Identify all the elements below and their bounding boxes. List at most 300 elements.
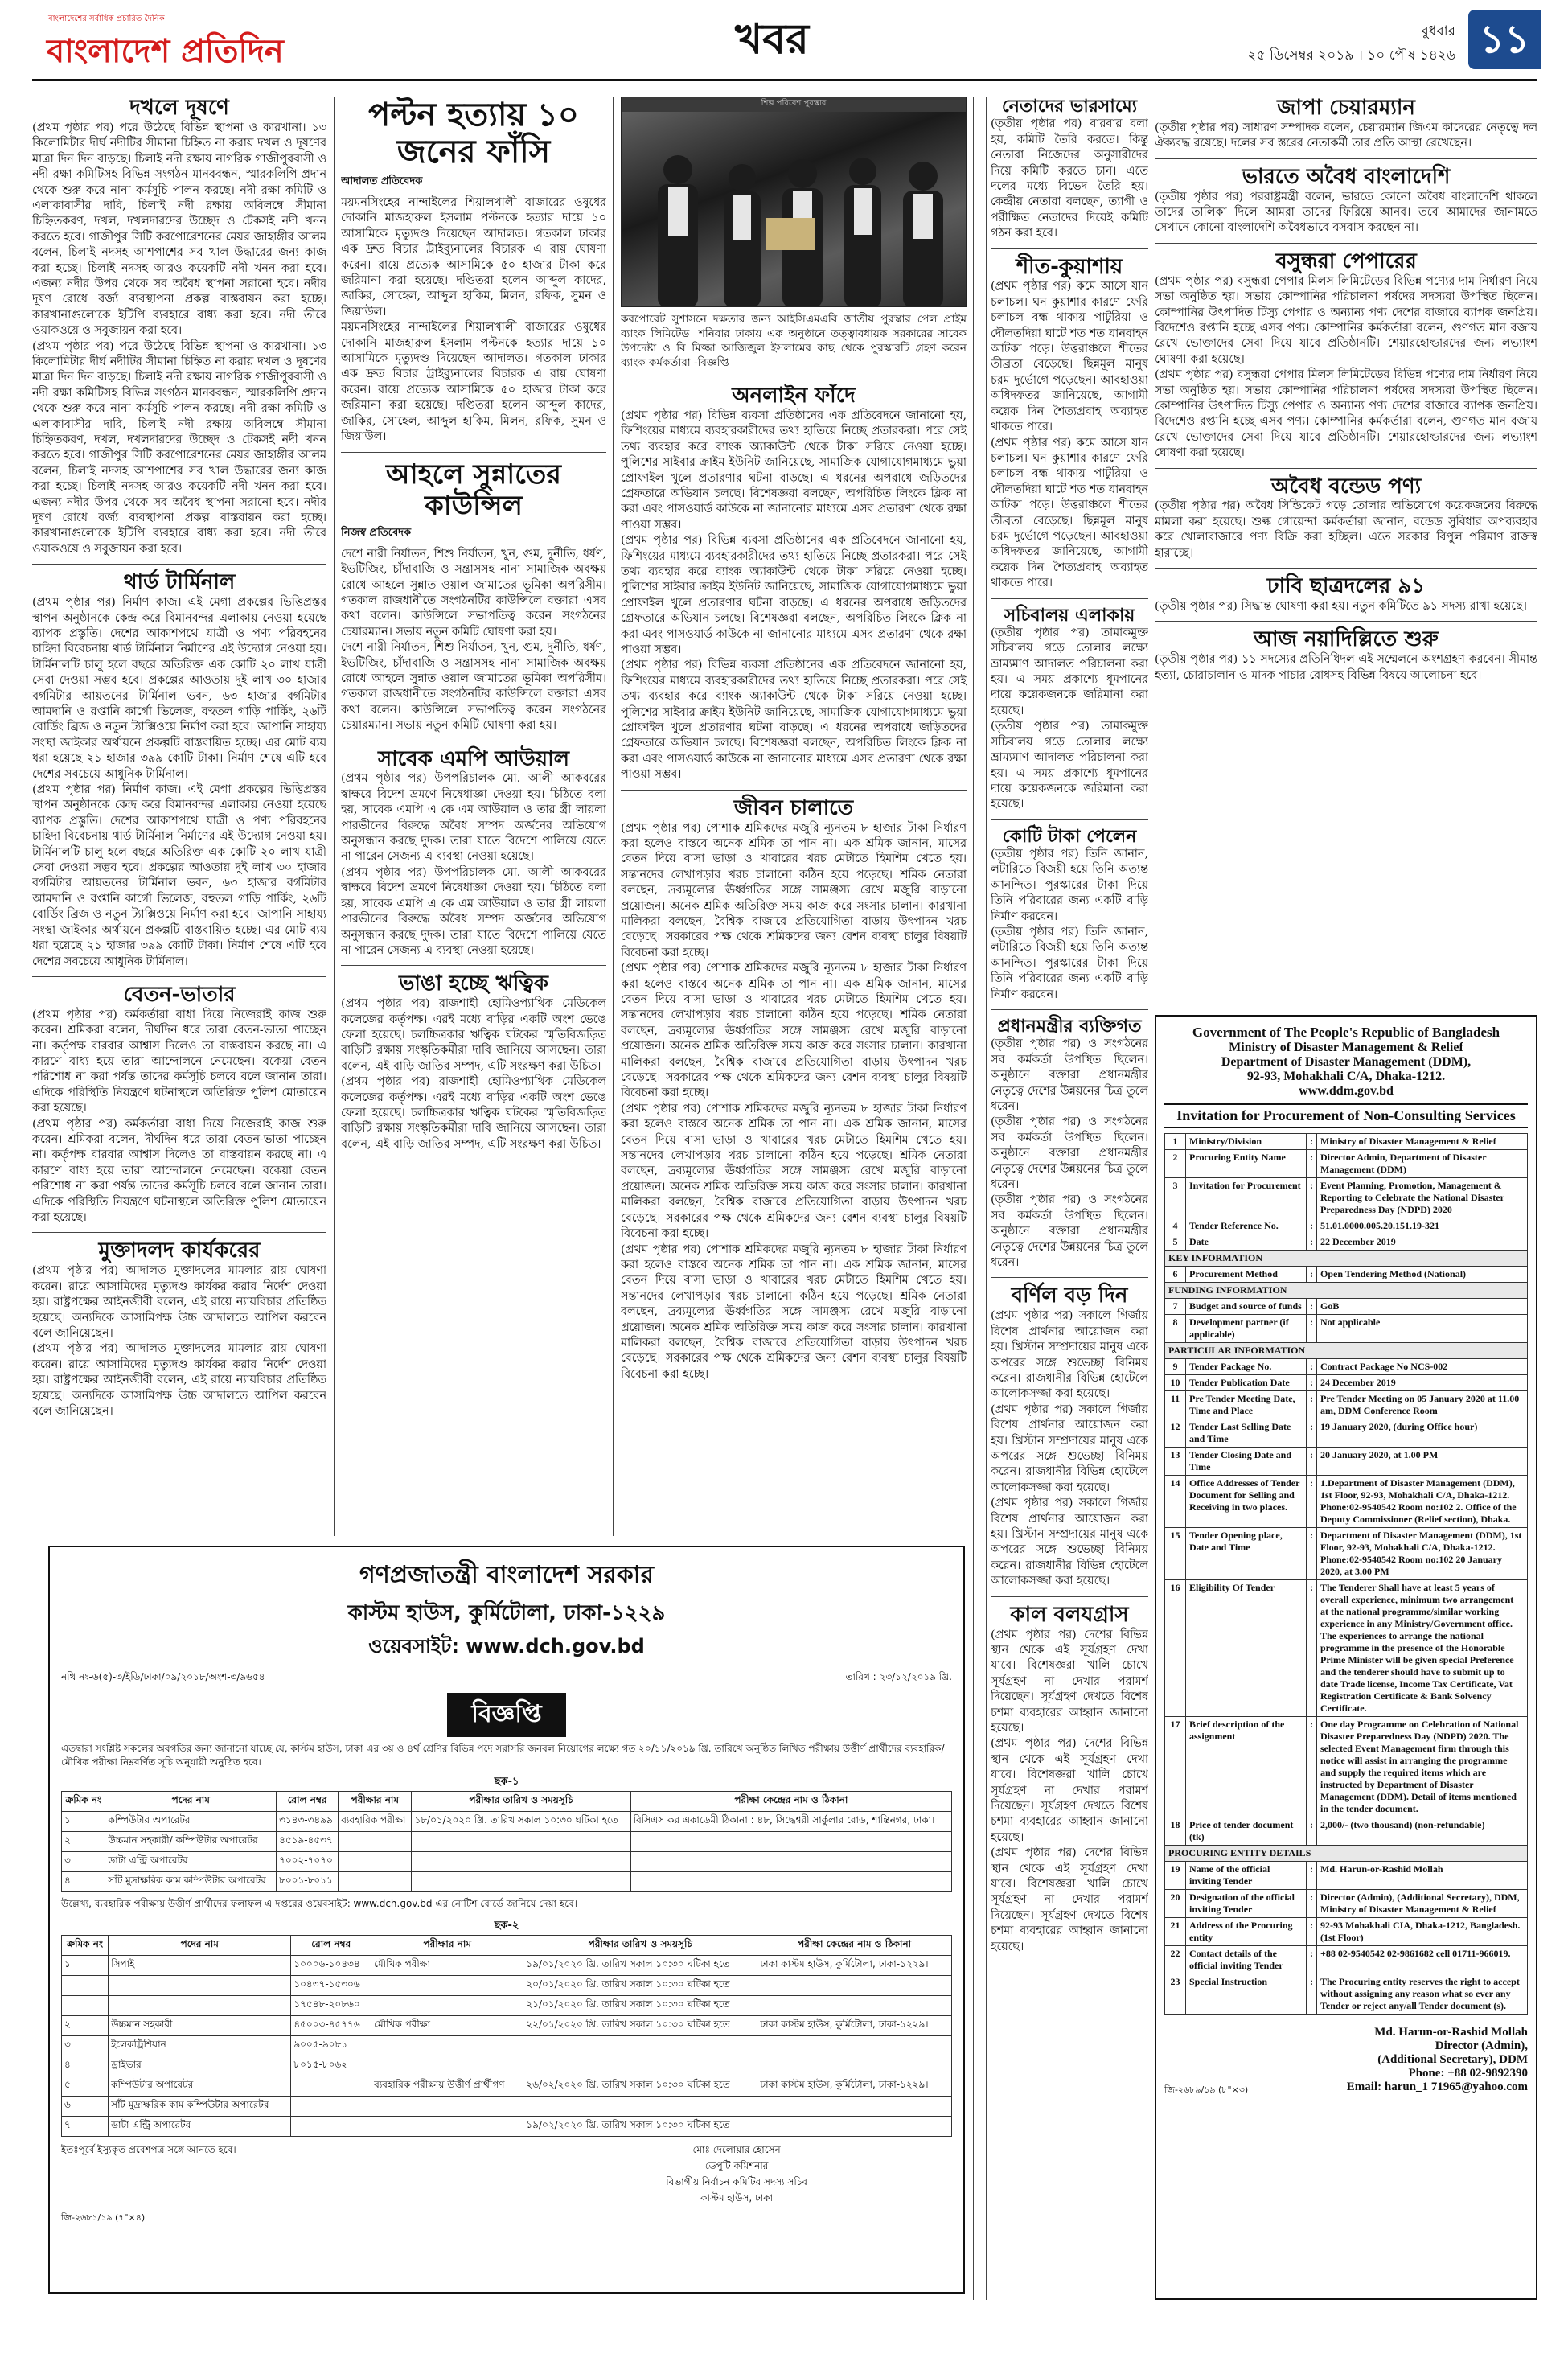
tender-cell: : [1307, 1918, 1317, 1946]
headline[interactable]: আজ নয়াদিল্লিতে শুরু [1254, 627, 1439, 652]
headline[interactable]: ভাঙা হচ্ছে ঋত্বিক [399, 971, 548, 996]
tender-cell: : [1307, 1299, 1317, 1315]
table-cell [757, 1976, 952, 1996]
tender-cell: Md. Harun-or-Rashid Mollah [1317, 1862, 1528, 1890]
tender-cell: : [1307, 1375, 1317, 1391]
headline[interactable]: থার্ড টার্মিনাল [123, 570, 236, 595]
column-divider [986, 97, 987, 2300]
tender-cell: Pre Tender Meeting Date, Time and Place [1186, 1391, 1307, 1419]
table-cell: উচ্চমান সহকারী [109, 2016, 291, 2036]
tender-cell: The Procuring entity reserves the right to accept without assigning any reason what so ever any Tender or reject any/all Tender document (s). [1317, 1974, 1528, 2015]
photo-caption-box [621, 312, 967, 376]
article-body: ময়মনসিংহের নান্দাইলের শিয়ালখালী বাজারের ওষুধের দোকানি মাজহারুল ইসলাম পল্টনকে হত্যার দায়ে ১০ আসামিকে মৃত্যুদণ্ড দিয়েছেন আদালত। গতকাল ঢাকার এক দ্রুত বিচার ট্রাইব্যুনালের বিচারক এ রায় ঘোষণা করেন। রায়ে প্রত্যেক আসামিকে ৫০ হাজার টাকা করে জরিমানা করা হয়েছে। দণ্ডিতরা হলেন আব্দুল কাদের, জাকির, সোহেল, আব্দুল হাকিম, মিলন, রফিক, সুমন ও জিয়াউল। [341, 196, 606, 318]
tender-cell: : [1307, 1419, 1317, 1448]
tender-cell: 1.Department of Disaster Management (DDM), 1st Floor, 92-93, Mohakhali C/A, Dhaka-1212. Phone:02-9540542 Room no:102 2. Office of the Deputy Commissioner (Relief section), Dhaka. [1317, 1476, 1528, 1528]
people-silhouettes-icon [622, 97, 967, 307]
table-header-cell: রোল নম্বর [277, 1792, 339, 1812]
tender-row [1165, 1391, 1528, 1419]
tender-cell: Tender Package No. [1186, 1359, 1307, 1375]
table-header-cell: পরীক্ষা কেন্দ্রের নাম ও ঠিকানা [757, 1936, 952, 1956]
table-header-cell: ক্রমিক নং [62, 1792, 105, 1812]
table-cell: ১৯/০২/২০২০ খ্রি. তারিখ সকাল ১০:৩০ ঘটিকা হতে [523, 2117, 757, 2137]
table-cell: ৭০০২-৭০৭০ [277, 1852, 339, 1872]
article-body: (প্রথম পৃষ্ঠার পর) কর্মকর্তারা বাধা দিয়ে নিজেরাই কাজ শুরু করেন। শ্রমিকরা বলেন, দীর্ঘদিন ধরে তারা বেতন-ভাতা পাচ্ছেন না। কর্তৃপক্ষ বারবার আশ্বাস দিলেও তা বাস্তবায়ন করছে না। এ কারণে বাধ্য হয়ে তারা আন্দোলনে নেমেছেন। বকেয়া বেতন পরিশোধ না করা পর্যন্ত তাদের কর্মসূচি চলবে বলে জানান তারা। এদিকে পরিস্থিতি নিয়ন্ত্রণে ঘটনাস্থলে অতিরিক্ত পুলিশ মোতায়েন করা হয়েছে। [32, 1008, 326, 1115]
table-cell [339, 1852, 412, 1872]
table-row [62, 1832, 952, 1852]
article-body: (প্রথম পৃষ্ঠার পর) সকালে গির্জায় বিশেষ প্রার্থনার আয়োজন করা হয়। খ্রিস্টান সম্প্রদায়ের মানুষ একে অপরের সঙ্গে শুভেচ্ছা বিনিময় করেন। রাজধানীর বিভিন্ন হোটেলে আলোকসজ্জা করা হয়েছে। [991, 1403, 1148, 1494]
article-body: দেশে নারী নির্যাতন, শিশু নির্যাতন, খুন, গুম, দুর্নীতি, ধর্ষণ, ইভটিজিং, চাঁদাবাজি ও সন্ত্রাসসহ নানা সামাজিক অবক্ষয় রোধে আহলে সুন্নাত ওয়াল জামাতের ভূমিকা অপরিসীম। গতকাল রাজধানীতে সংগঠনটির কাউন্সিলে বক্তারা এসব কথা বলেন। কাউন্সিলে সভাপতিত্ব করেন সংগঠনের চেয়ারম্যান। সভায় নতুন কমিটি ঘোষণা করা হয়। [341, 641, 606, 733]
table-cell: ১৯/০১/২০২০ খ্রি. তারিখ সকাল ১০:৩০ ঘটিকা হতে [523, 1956, 757, 1976]
table-cell [62, 1976, 109, 1996]
table-header-cell: পরীক্ষার নাম [371, 1936, 523, 1956]
headline[interactable]: নেতাদের ভারসাম্যে [1001, 97, 1138, 117]
tender-cell: 22 December 2019 [1317, 1234, 1528, 1251]
tender-website[interactable]: www.ddm.gov.bd [1299, 1084, 1394, 1098]
table-cell: ১০৪৩৭-১৫৩০৬ [291, 1976, 371, 1996]
table-cell: ৫ [62, 2076, 109, 2097]
tender-cell: GoB [1317, 1299, 1528, 1315]
tender-row [1165, 1918, 1528, 1946]
ad-date: তারিখ : ২৩/১২/২০১৯ খ্রি. [845, 1671, 952, 1682]
tender-sign-name: Md. Harun-or-Rashid Mollah [1374, 2026, 1528, 2039]
masthead-logo[interactable] [47, 11, 336, 68]
tender-cell: 17 [1165, 1717, 1186, 1817]
table-cell [371, 2056, 523, 2076]
table-cell [371, 1996, 523, 2016]
table-cell: ১৭৫৪৮-২০৮৬০ [291, 1996, 371, 2016]
headline[interactable]: শীত-কুয়াশায় [1016, 254, 1123, 279]
table-cell [523, 2097, 757, 2117]
table-cell: ২ [62, 2016, 109, 2036]
tender-cell: : [1307, 1528, 1317, 1580]
article-body: (তৃতীয় পৃষ্ঠার পর) ও সংগঠনের সব কর্মকর্তা উপস্থিত ছিলেন। অনুষ্ঠানে বক্তারা প্রধানমন্ত্রীর নেতৃত্বে দেশের উন্নয়নের চিত্র তুলে ধরেন। [991, 1037, 1148, 1114]
article-body: (প্রথম পৃষ্ঠার পর) রাজশাহী হোমিওপ্যাথিক মেডিকেল কলেজের কর্তৃপক্ষ। এরই মধ্যে বাড়ির একটি অংশ ভেঙে ফেলা হয়েছে। চলচ্চিত্রকার ঋত্বিক ঘটকের স্মৃতিবিজড়িত বাড়িটি রক্ষায় সংস্কৃতিকর্মীরা দাবি জানিয়ে আসছেন। তারা বলেন, এই বাড়ি জাতির সম্পদ, এটি সংরক্ষণ করা উচিত। [341, 997, 606, 1073]
article-body: (প্রথম পৃষ্ঠার পর) পরে উঠেছে বিভিন্ন স্থাপনা ও কারখানা। ১৩ কিলোমিটার দীর্ঘ নদীটির সীমানা চিহ্নিত না করায় দখল ও দূষণের মাত্রা দিন দিন বাড়ছে। চিলাই নদী রক্ষায় নাগরিক গাজীপুরবাসী ও নদী রক্ষা কমিটিসহ বিভিন্ন সংগঠন মানববন্ধন, স্মারকলিপি প্রদান থেকে শুরু করে নানা কর্মসূচি পালন করছে। নদী রক্ষা কমিটি ও এলাকাবাসীর দাবি, চিলাই নদী রক্ষায় অবিলম্বে সীমানা চিহ্নিতকরণ, দখল, দখলদারদের উচ্ছেদ ও টেকসই নদী খনন করতে হবে। গাজীপুর সিটি করপোরেশনের মেয়র জাহাঙ্গীর আলম বলেন, চিলাই নদসহ আশপাশের সব খাল উদ্ধারের জন্য কাজ করা হচ্ছে। চিলাই নদসহ আরও কয়েকটি নদী খনন করা হবে। এজন্য নদীর উপর থেকে সব অবৈধ স্থাপনা সরানো হবে। নদীর দূষণ রোধে বর্জ্য ব্যবস্থাপনা প্রকল্প বাস্তবায়ন করা হচ্ছে। কারখানাগুলোকে ইটিপি ব্যবহারে বাধ্য করা হবে। নদী তীরে ওয়াকওয়ে ও সবুজায়ন করা হবে। [32, 121, 326, 338]
table-header-cell: ক্রমিক নং [62, 1936, 109, 1956]
ad-table-2-label: ছক-২ [494, 1920, 519, 1932]
table-cell: ৩১৪৩-৩৪৯৯ [277, 1812, 339, 1832]
table-cell [412, 1832, 630, 1852]
tender-cell: : [1307, 1476, 1317, 1528]
divider [1155, 243, 1537, 244]
table-row [62, 2076, 952, 2097]
tender-cell: : [1307, 1218, 1317, 1234]
headline[interactable]: ভারতে অবৈধ বাংলাদেশি [1242, 164, 1451, 189]
headline[interactable]: মুক্তাদলদ কার্যকরের [98, 1238, 261, 1263]
table-cell [757, 2117, 952, 2137]
table-cell: ঢাকা কাস্টম হাউস, কুর্মিটোলা, ঢাকা-১২২৯। [757, 2016, 952, 2036]
headline[interactable]: দখলে দূষণে [129, 97, 229, 120]
table-header-cell: রোল নম্বর [291, 1936, 371, 1956]
tender-cell: 4 [1165, 1218, 1186, 1234]
tender-cell: +88 02-9540542 02-9861682 cell 01711-966019. [1317, 1946, 1528, 1974]
tender-row [1165, 1946, 1528, 1974]
tender-cell: 24 December 2019 [1317, 1375, 1528, 1391]
column-divider [973, 97, 974, 2300]
tender-row [1165, 1178, 1528, 1218]
tender-row [1165, 1717, 1528, 1817]
tender-cell: Development partner (if applicable) [1186, 1315, 1307, 1343]
divider [991, 598, 1148, 599]
issue-day: বুধবার [1421, 23, 1455, 39]
tender-notice-ad [1155, 1015, 1537, 2300]
table-cell [412, 1872, 630, 1892]
tender-cell: 19 [1165, 1862, 1186, 1890]
table-header-cell: পদের নাম [109, 1936, 291, 1956]
table-cell: ২১/০১/২০২০ খ্রি. তারিখ সকাল ১০:৩০ ঘটিকা হতে [523, 1996, 757, 2016]
table-cell: ২৬/০২/২০২০ খ্রি. তারিখ সকাল ১০:৩০ ঘটিকা হতে [523, 2076, 757, 2097]
table-cell: ব্যবহারিক পরীক্ষায় উত্তীর্ণ প্রার্থীগণ [371, 2076, 523, 2097]
table-cell [630, 1872, 951, 1892]
tender-cell: Tender Closing Date and Time [1186, 1448, 1307, 1476]
tender-cell: 20 January 2020, at 1.00 PM [1317, 1448, 1528, 1476]
tender-cell: : [1307, 1974, 1317, 2015]
header-rule [32, 79, 1537, 81]
headline[interactable]: পল্টন হত্যায় ১০ জনের ফাঁসি [368, 97, 579, 170]
divider [991, 819, 1148, 820]
table-cell: ড্রাইভার [109, 2056, 291, 2076]
tender-row [1165, 1315, 1528, 1343]
divider [991, 1277, 1148, 1278]
tender-cell: 51.01.0000.005.20.151.19-321 [1317, 1218, 1528, 1234]
column-5 [1155, 97, 1537, 1012]
tender-cell: Date [1186, 1234, 1307, 1251]
tender-cell: Price of tender document (tk) [1186, 1817, 1307, 1846]
tender-sign-email[interactable]: Email: harun_1 71965@yahoo.com [1346, 2080, 1528, 2093]
signatory-title: ডেপুটি কমিশনার [704, 2160, 769, 2171]
tender-cell: Ministry of Disaster Management & Relief [1317, 1134, 1528, 1150]
table-cell: ইলেকট্রিশিয়ান [109, 2036, 291, 2056]
divider [1155, 468, 1537, 469]
tender-row [1165, 1528, 1528, 1580]
tender-cell: 20 [1165, 1890, 1186, 1918]
article-body: (প্রথম পৃষ্ঠার পর) আদালত মুক্তাদলের মামলার রায় ঘোষণা করেন। রায়ে আসামিদের মৃত্যুদণ্ড কার্যকর করার নির্দেশ দেওয়া হয়। রাষ্ট্রপক্ষের আইনজীবী বলেন, এই রায়ে ন্যায়বিচার প্রতিষ্ঠিত হয়েছে। অন্যদিকে আসামিপক্ষ উচ্চ আদালতে আপিল করবেন বলে জানিয়েছেন। [32, 1264, 326, 1340]
article-body: (প্রথম পৃষ্ঠার পর) রাজশাহী হোমিওপ্যাথিক মেডিকেল কলেজের কর্তৃপক্ষ। এরই মধ্যে বাড়ির একটি অংশ ভেঙে ফেলা হয়েছে। চলচ্চিত্রকার ঋত্বিক ঘটকের স্মৃতিবিজড়িত বাড়িটি রক্ষায় সংস্কৃতিকর্মীরা দাবি জানিয়ে আসছেন। তারা বলেন, এই বাড়ি জাতির সম্পদ, এটি সংরক্ষণ করা উচিত। [341, 1075, 606, 1151]
table-cell: ১ [62, 1812, 105, 1832]
logo-tagline: বাংলাদেশের সর্বাধিক প্রচারিত দৈনিক [48, 14, 165, 23]
table-cell: ৪ [62, 2056, 109, 2076]
table-cell [371, 2097, 523, 2117]
column-2 [341, 97, 606, 1536]
article-body: (প্রথম পৃষ্ঠার পর) উপপরিচালক মো. আলী আকবরের স্বাক্ষরে বিদেশ ভ্রমণে নিষেধাজ্ঞা দেওয়া হয়। চিঠিতে বলা হয়, সাবেক এমপি এ কে এম আউয়াল ও তার স্ত্রী লায়লা পারভীনের বিরুদ্ধে অবৈধ সম্পদ অর্জনের অভিযোগ অনুসন্ধান করছে দুদক। তারা যাতে বিদেশে পালিয়ে যেতে না পারেন সেজন্য এ ব্যবস্থা নেওয়া হয়েছে। [341, 772, 606, 864]
table-cell: ১ [62, 1956, 109, 1976]
tender-row [1165, 1134, 1528, 1150]
article-body: (প্রথম পৃষ্ঠার পর) নির্মাণ কাজ। এই মেগা প্রকল্পের ভিত্তিপ্রস্তর স্থাপন অনুষ্ঠানকে কেন্দ্র করে বিমানবন্দর এলাকায় নেওয়া হয়েছে ব্যাপক প্রস্তুতি। দেশের আকাশপথে যাত্রী ও পণ্য পরিবহনের চাহিদা বিবেচনায় থার্ড টার্মিনাল নির্মাণের এই উদ্যোগ নেওয়া হয়। টার্মিনালটি চালু হলে বছরে অতিরিক্ত এক কোটি ২০ লাখ যাত্রী সেবা দেওয়া সম্ভব হবে। প্রকল্পের আওতায় দুই লাখ ৩০ হাজার বর্গমিটার আয়তনের টার্মিনাল ভবন, ৬৩ হাজার বর্গমিটার আমদানি ও রপ্তানি কার্গো ভিলেজ, বহুতল গাড়ি পার্কিং, ২৬টি বোর্ডিং ব্রিজ ও নতুন ট্যাক্সিওয়ে নির্মাণ করা হবে। জাপানি সাহায্য সংস্থা জাইকার অর্থায়নে প্রকল্পটি বাস্তবায়িত হচ্ছে। এর মোট ব্যয় ধরা হয়েছে ২১ হাজার ৩৯৯ কোটি টাকা। নির্মাণ শেষে এটি হবে দেশের সবচেয়ে আধুনিক টার্মিনাল। [32, 596, 326, 781]
column-4 [991, 97, 1148, 2300]
table-cell: উচ্চমান সহকারী/ কম্পিউটার অপারেটর [105, 1832, 277, 1852]
table-cell [371, 2036, 523, 2056]
article-body: (তৃতীয় পৃষ্ঠার পর) তিনি জানান, লটারিতে বিজয়ী হয়ে তিনি অত্যন্ত আনন্দিত। পুরস্কারের টাকা দিয়ে তিনি পরিবারের জন্য একটি বাড়ি নির্মাণ করবেন। [991, 926, 1148, 1001]
article-body: ময়মনসিংহের নান্দাইলের শিয়ালখালী বাজারের ওষুধের দোকানি মাজহারুল ইসলাম পল্টনকে হত্যার দায়ে ১০ আসামিকে মৃত্যুদণ্ড দিয়েছেন আদালত। গতকাল ঢাকার এক দ্রুত বিচার ট্রাইব্যুনালের বিচারক এ রায় ঘোষণা করেন। রায়ে প্রত্যেক আসামিকে ৫০ হাজার টাকা করে জরিমানা করা হয়েছে। দণ্ডিতরা হলেন আব্দুল কাদের, জাকির, সোহেল, আব্দুল হাকিম, মিলন, রফিক, সুমন ও জিয়াউল। [341, 321, 606, 444]
tender-cell: : [1307, 1717, 1317, 1817]
ad-table-1 [61, 1791, 952, 1892]
table-row [62, 2036, 952, 2056]
table-cell [109, 1996, 291, 2016]
table-cell [630, 1832, 951, 1852]
tender-cell: Budget and source of funds [1186, 1299, 1307, 1315]
table-header-cell: পদের নাম [105, 1792, 277, 1812]
tender-cell: Designation of the official inviting Tender [1186, 1890, 1307, 1918]
tender-cell: 18 [1165, 1817, 1186, 1846]
table-cell: ২০/০১/২০২০ খ্রি. তারিখ সকাল ১০:৩০ ঘটিকা হতে [523, 1976, 757, 1996]
table-cell [371, 1976, 523, 1996]
article-body: (প্রথম পৃষ্ঠার পর) দেশের বিভিন্ন স্থান থেকে এই সূর্যগ্রহণ দেখা যাবে। বিশেষজ্ঞরা খালি চোখে সূর্যগ্রহণ না দেখার পরামর্শ দিয়েছেন। সূর্যগ্রহণ দেখতে বিশেষ চশমা ব্যবহারের আহ্বান জানানো হয়েছে। [991, 1737, 1148, 1844]
article-body: (প্রথম পৃষ্ঠার পর) বিভিন্ন ব্যবসা প্রতিষ্ঠানের এক প্রতিবেদনে জানানো হয়, ফিশিংয়ের মাধ্যমে ব্যবহারকারীদের তথ্য হাতিয়ে নিচ্ছে প্রতারকরা। পরে সেই তথ্য ব্যবহার করে ব্যাংক অ্যাকাউন্ট থেকে টাকা সরিয়ে নেওয়া হচ্ছে। পুলিশের সাইবার ক্রাইম ইউনিট জানিয়েছে, সামাজিক যোগাযোগমাধ্যমে ভুয়া প্রোফাইল খুলে প্রতারণার ঘটনা বাড়ছে। এ ধরনের অপরাধে জড়িতদের গ্রেফতারে অভিযান চলছে। বিশেষজ্ঞরা বলছেন, অপরিচিত লিংকে ক্লিক না করা এবং পাসওয়ার্ড কাউকে না জানানোর মাধ্যমে এসব প্রতারণা থেকে রক্ষা পাওয়া সম্ভব। [621, 409, 967, 532]
article-body: (প্রথম পৃষ্ঠার পর) দেশের বিভিন্ন স্থান থেকে এই সূর্যগ্রহণ দেখা যাবে। বিশেষজ্ঞরা খালি চোখে সূর্যগ্রহণ না দেখার পরামর্শ দিয়েছেন। সূর্যগ্রহণ দেখতে বিশেষ চশমা ব্যবহারের আহ্বান জানানো হয়েছে। [991, 1846, 1148, 1953]
tender-cell: 12 [1165, 1419, 1186, 1448]
tender-cell: : [1307, 1391, 1317, 1419]
tender-cell: 6 [1165, 1267, 1186, 1283]
table-header-cell: পরীক্ষার তারিখ ও সময়সূচি [412, 1792, 630, 1812]
article-body: (প্রথম পৃষ্ঠার পর) উপপরিচালক মো. আলী আকবরের স্বাক্ষরে বিদেশ ভ্রমণে নিষেধাজ্ঞা দেওয়া হয়। চিঠিতে বলা হয়, সাবেক এমপি এ কে এম আউয়াল ও তার স্ত্রী লায়লা পারভীনের বিরুদ্ধে অবৈধ সম্পদ অর্জনের অভিযোগ অনুসন্ধান করছে দুদক। তারা যাতে বিদেশে পালিয়ে যেতে না পারেন সেজন্য এ ব্যবস্থা নেওয়া হয়েছে। [341, 865, 606, 957]
table-row [62, 2016, 952, 2036]
article-body: (প্রথম পৃষ্ঠার পর) পোশাক শ্রমিকদের মজুরি ন্যূনতম ৮ হাজার টাকা নির্ধারণ করা হলেও বাস্তবে অনেক শ্রমিক তা পান না। এক শ্রমিক জানান, মাসের বেতন দিয়ে বাসা ভাড়া ও খাবারের খরচ মেটাতে হিমশিম খেতে হয়। সন্তানদের লেখাপড়ার খরচ চালানো কঠিন হয়ে পড়েছে। শ্রমিক নেতারা বলছেন, দ্রব্যমূল্যের ঊর্ধ্বগতির সঙ্গে সামঞ্জস্য রেখে মজুরি বাড়ানো প্রয়োজন। অনেক শ্রমিক অতিরিক্ত সময় কাজ করে সংসার চালান। কারখানা মালিকরা বলছেন, বৈশ্বিক বাজারে প্রতিযোগিতা বাড়ায় উৎপাদন খরচ বেড়েছে। সরকারের পক্ষ থেকে শ্রমিকদের জন্য রেশন ব্যবস্থা চালুর বিষয়টি বিবেচনা করা হচ্ছে। [621, 1242, 967, 1381]
tender-cell: : [1307, 1267, 1317, 1283]
tender-cell: Tender Reference No. [1186, 1218, 1307, 1234]
ad-website[interactable]: ওয়েবসাইট: www.dch.gov.bd [368, 1635, 645, 1657]
tender-gov: Government of The People's Republic of Bangladesh [1192, 1025, 1500, 1040]
tender-address: 92-93, Mohakhali C/A, Dhaka-1212. [1246, 1070, 1446, 1083]
tender-cell: 5 [1165, 1234, 1186, 1251]
table-cell [291, 2097, 371, 2117]
page-number: ১১ [1468, 10, 1541, 69]
tender-cell: 22 [1165, 1946, 1186, 1974]
byline: নিজস্ব প্রতিবেদক [341, 526, 412, 539]
tender-cell: One day Programme on Celebration of National Disaster Preparedness Day (NDPD) 2020. The selected Event Management firm through this notice will assist in arranging the programme and supply the required items which are instructed by Department of Disaster Management (DDM). Detail of items mentioned in the tender document. [1317, 1717, 1528, 1817]
tender-cell: Open Tendering Method (National) [1317, 1267, 1528, 1283]
tender-cell: 2 [1165, 1150, 1186, 1178]
tender-row [1165, 1359, 1528, 1375]
tender-cell: Procuring Entity Name [1186, 1150, 1307, 1178]
tender-cell: 3 [1165, 1178, 1186, 1218]
signatory-role: বিভাগীয় নির্বাচন কমিটির সদস্য সচিব [666, 2176, 807, 2187]
table-cell [523, 2056, 757, 2076]
article-body: (তৃতীয় পৃষ্ঠার পর) বারবার বলা হয়, কমিটি তৈরি করতে। কিন্তু নেতারা নিজেদের অনুসারীদের দিয়ে কমিটি করতে চান। এতে দলের মধ্যে বিভেদ তৈরি হয়। কেন্দ্রীয় নেতারা বলছেন, ত্যাগী ও পরীক্ষিত নেতাদের দিয়েই কমিটি গঠন করা হবে। [991, 117, 1148, 240]
article-body: (প্রথম পৃষ্ঠার পর) পোশাক শ্রমিকদের মজুরি ন্যূনতম ৮ হাজার টাকা নির্ধারণ করা হলেও বাস্তবে অনেক শ্রমিক তা পান না। এক শ্রমিক জানান, মাসের বেতন দিয়ে বাসা ভাড়া ও খাবারের খরচ মেটাতে হিমশিম খেতে হয়। সন্তানদের লেখাপড়ার খরচ চালানো কঠিন হয়ে পড়েছে। শ্রমিক নেতারা বলছেন, দ্রব্যমূল্যের ঊর্ধ্বগতির সঙ্গে সামঞ্জস্য রেখে মজুরি বাড়ানো প্রয়োজন। অনেক শ্রমিক অতিরিক্ত সময় কাজ করে সংসার চালান। কারখানা মালিকরা বলছেন, বৈশ্বিক বাজারে প্রতিযোগিতা বাড়ায় উৎপাদন খরচ বেড়েছে। সরকারের পক্ষ থেকে শ্রমিকদের জন্য রেশন ব্যবস্থা চালুর বিষয়টি বিবেচনা করা হচ্ছে। [621, 962, 967, 1100]
divider [1155, 158, 1537, 159]
table-cell: ৬ [62, 2097, 109, 2117]
article-body: (তৃতীয় পৃষ্ঠার পর) তিনি জানান, লটারিতে বিজয়ী হয়ে তিনি অত্যন্ত আনন্দিত। পুরস্কারের টাকা দিয়ে তিনি পরিবারের জন্য একটি বাড়ি নির্মাণ করবেন। [991, 848, 1148, 923]
tender-cell: : [1307, 1315, 1317, 1343]
section-title [515, 6, 1029, 71]
headline[interactable]: ঢাবি ছাত্রদলের ৯১ [1266, 574, 1426, 599]
tender-cell: : [1307, 1817, 1317, 1846]
tender-section-particular: PARTICULAR INFORMATION [1165, 1343, 1528, 1359]
tender-row [1165, 1448, 1528, 1476]
table-cell [291, 2076, 371, 2097]
divider [991, 1009, 1148, 1010]
table-cell: বিসিএস কর একাডেমী ঠিকানা : ৪৮, সিদ্ধেশ্বরী সার্কুলার রোড, শান্তিনগর, ঢাকা। [630, 1812, 951, 1832]
divider [621, 790, 967, 791]
table-cell: ৮০০১-৮০১১ [277, 1872, 339, 1892]
table-cell: ২ [62, 1832, 105, 1852]
tender-cell: Event Planning, Promotion, Management & Reporting to Celebrate the National Disaster Preparedness Day (NDPD) 2020 [1317, 1178, 1528, 1218]
issue-date: ২৫ ডিসেম্বর ২০১৯ । ১০ পৌষ ১৪২৬ [1247, 47, 1455, 64]
tender-sign-rank: (Additional Secretary), DDM [1377, 2053, 1528, 2066]
headline[interactable]: সাবেক এমপি আউয়াল [377, 746, 570, 771]
byline: আদালত প্রতিবেদক [341, 175, 423, 187]
table-cell: কম্পিউটার অপারেটর [109, 2076, 291, 2097]
article-body: (প্রথম পৃষ্ঠার পর) দেশের বিভিন্ন স্থান থেকে এই সূর্যগ্রহণ দেখা যাবে। বিশেষজ্ঞরা খালি চোখে সূর্যগ্রহণ না দেখার পরামর্শ দিয়েছেন। সূর্যগ্রহণ দেখতে বিশেষ চশমা ব্যবহারের আহ্বান জানানো হয়েছে। [991, 1628, 1148, 1735]
tender-row [1165, 1299, 1528, 1315]
table-row [62, 1976, 952, 1996]
column-divider [334, 97, 335, 1536]
table-header-cell: পরীক্ষার তারিখ ও সময়সূচি [523, 1936, 757, 1956]
tender-cell: 7 [1165, 1299, 1186, 1315]
table-cell [291, 2117, 371, 2137]
tender-cell: 2,000/- (two thousand) (non-refundable) [1317, 1817, 1528, 1846]
headline[interactable]: প্রধানমন্ত্রীর ব্যক্তিগত [997, 1017, 1142, 1037]
ad-table-2 [61, 1935, 952, 2137]
table-cell: ১০০০৬-১০৪৩৪ [291, 1956, 371, 1976]
table-row [62, 1872, 952, 1892]
tender-cell: Contact details of the official inviting Tender [1186, 1946, 1307, 1974]
tender-title: Invitation for Procurement of Non-Consulting Services [1164, 1103, 1528, 1128]
table-cell [757, 1996, 952, 2016]
divider [991, 1596, 1148, 1597]
headline[interactable]: কাল বলযগ্রাস [1010, 1602, 1129, 1627]
signatory-office: কাস্টম হাউস, ঢাকা [700, 2192, 774, 2204]
headline[interactable]: অবৈধ বন্ডেড পণ্য [1270, 474, 1422, 499]
tender-cell: 92-93 Mohakhali CIA, Dhaka-1212, Bangladesh. (1st Floor) [1317, 1918, 1528, 1946]
table-cell [62, 1996, 109, 2016]
tender-cell: Eligibility Of Tender [1186, 1580, 1307, 1717]
tender-row [1165, 1234, 1528, 1251]
table-cell [371, 2117, 523, 2137]
tender-cell: 21 [1165, 1918, 1186, 1946]
tender-cell: 9 [1165, 1359, 1186, 1375]
table-cell [630, 1852, 951, 1872]
tender-cell: 19 January 2020, (during Office hour) [1317, 1419, 1528, 1448]
tender-cell: 23 [1165, 1974, 1186, 2015]
tender-cell: : [1307, 1134, 1317, 1150]
tender-cell: : [1307, 1580, 1317, 1717]
tender-cell: : [1307, 1448, 1317, 1476]
table-cell: ৪৫০০৩-৪৫৭৭৬ [291, 2016, 371, 2036]
article-body: (তৃতীয় পৃষ্ঠার পর) ও সংগঠনের সব কর্মকর্তা উপস্থিত ছিলেন। অনুষ্ঠানে বক্তারা প্রধানমন্ত্রীর নেতৃত্বে দেশের উন্নয়নের চিত্র তুলে ধরেন। [991, 1115, 1148, 1192]
tender-code: জি-২৬৮৯/১৯ (৮"×৩) [1164, 2084, 1249, 2095]
article-body: (তৃতীয় পৃষ্ঠার পর) তামাকমুক্ত সচিবালয় গড়ে তোলার লক্ষ্যে ভ্রাম্যমাণ আদালত পরিচালনা করা হয়। এ সময় প্রকাশ্যে ধূমপানের দায়ে কয়েকজনকে জরিমানা করা হয়েছে। [991, 720, 1148, 811]
table-cell: সাঁট মুদ্রাক্ষরিক কাম কম্পিউটার অপারেটর [105, 1872, 277, 1892]
tender-cell: 10 [1165, 1375, 1186, 1391]
table-row [62, 1996, 952, 2016]
headline[interactable]: বেতন-ভাতার [123, 982, 236, 1007]
tender-cell: : [1307, 1862, 1317, 1890]
table-row [62, 1956, 952, 1976]
tender-section-procuring: PROCURING ENTITY DETAILS [1165, 1846, 1528, 1862]
table-cell: ৭ [62, 2117, 109, 2137]
table-cell [757, 2056, 952, 2076]
article-body: (প্রথম পৃষ্ঠার পর) সকালে গির্জায় বিশেষ প্রার্থনার আয়োজন করা হয়। খ্রিস্টান সম্প্রদায়ের মানুষ একে অপরের সঙ্গে শুভেচ্ছা বিনিময় করেন। রাজধানীর বিভিন্ন হোটেলে আলোকসজ্জা করা হয়েছে। [991, 1497, 1148, 1588]
tender-row [1165, 1580, 1528, 1717]
table-cell: ১৮/০১/২০২০ খ্রি. তারিখ সকাল ১০:৩০ ঘটিকা হতে [412, 1812, 630, 1832]
table-cell: ঢাকা কাস্টম হাউস, কুর্মিটোলা, ঢাকা-১২২৯। [757, 2076, 952, 2097]
tender-sign-title: Director (Admin), [1435, 2039, 1528, 2052]
headline[interactable]: জীবন চালাতে [733, 795, 854, 820]
article-body: (তৃতীয় পৃষ্ঠার পর) পররাষ্ট্রমন্ত্রী বলেন, ভারতে কোনো অবৈধ বাংলাদেশি থাকলে তাদের তালিকা দিলে আমরা তাদের ফিরিয়ে আনব। তবে আমাদের জানামতে সেখানে কোনো বাংলাদেশি অবৈধভাবে বসবাস করছেন না। [1155, 190, 1537, 235]
tender-cell: 8 [1165, 1315, 1186, 1343]
headline[interactable]: কোটি টাকা পেলেন [1002, 826, 1137, 847]
tender-cell: 1 [1165, 1134, 1186, 1150]
table-cell: ৯০০৫-৯০৮১ [291, 2036, 371, 2056]
tender-cell: : [1307, 1178, 1317, 1218]
tender-section-key: KEY INFORMATION [1165, 1251, 1528, 1267]
table-header-cell: পরীক্ষার নাম [339, 1792, 412, 1812]
ad-code: জি-২৬৮১/১৯ (৭"×৪) [61, 2212, 146, 2223]
divider [341, 452, 606, 453]
article-body: (তৃতীয় পৃষ্ঠার পর) অবৈধ সিন্ডিকেট গড়ে তোলার অভিযোগে কয়েকজনের বিরুদ্ধে মামলা করা হয়েছে। শুল্ক গোয়েন্দা কর্মকর্তারা জানান, বন্ডেড সুবিধার অপব্যবহার করে খোলাবাজারে পণ্য বিক্রি করা হচ্ছিল। এতে সরকার বিপুল পরিমাণ রাজস্ব হারাচ্ছে। [1155, 499, 1537, 560]
ad-table-1-label: ছক-১ [494, 1776, 519, 1788]
ad-office: কাস্টম হাউস, কুর্মিটোলা, ঢাকা-১২২৯ [347, 1601, 666, 1625]
news-photo[interactable] [621, 97, 967, 307]
divider [32, 564, 326, 565]
tender-row [1165, 1817, 1528, 1846]
tender-cell: 16 [1165, 1580, 1186, 1717]
divider [991, 248, 1148, 249]
table-row [62, 1852, 952, 1872]
table-cell [757, 2036, 952, 2056]
tender-ministry: Ministry of Disaster Management & Relief [1229, 1041, 1463, 1054]
tender-section-fund: FUNDING INFORMATION [1165, 1283, 1528, 1299]
ad-note: উল্লেখ্য, ব্যবহারিক পরীক্ষায় উত্তীর্ণ প্রার্থীদের ফলাফল এ দপ্তরের ওয়েবসাইট: www.dch.gov.bd এর নোটিশ বোর্ডে জানিয়ে দেয়া হবে। [61, 1898, 577, 1909]
table-cell: ডাটা এন্ট্রি অপারেটর [109, 2117, 291, 2137]
signatory-name: মোঃ দেলোয়ার হোসেন [692, 2144, 781, 2155]
article-body: (প্রথম পৃষ্ঠার পর) বিভিন্ন ব্যবসা প্রতিষ্ঠানের এক প্রতিবেদনে জানানো হয়, ফিশিংয়ের মাধ্যমে ব্যবহারকারীদের তথ্য হাতিয়ে নিচ্ছে প্রতারকরা। পরে সেই তথ্য ব্যবহার করে ব্যাংক অ্যাকাউন্ট থেকে টাকা সরিয়ে নেওয়া হচ্ছে। পুলিশের সাইবার ক্রাইম ইউনিট জানিয়েছে, সামাজিক যোগাযোগমাধ্যমে ভুয়া প্রোফাইল খুলে প্রতারণার ঘটনা বাড়ছে। এ ধরনের অপরাধে জড়িতদের গ্রেফতারে অভিযান চলছে। বিশেষজ্ঞরা বলছেন, অপরিচিত লিংকে ক্লিক না করা এবং পাসওয়ার্ড কাউকে না জানানোর মাধ্যমে এসব প্রতারণা থেকে রক্ষা পাওয়া সম্ভব। [621, 534, 967, 656]
ad-intro: এতদ্বারা সংশ্লিষ্ট সকলের অবগতির জন্য জানানো যাচ্ছে যে, কাস্টম হাউস, ঢাকা এর ৩য় ও ৪র্থ শ্রেণির বিভিন্ন পদে সরাসরি জনবল নিয়োগের লক্ষ্যে গত ২০/১১/২০১৯ খ্রি. তারিখে অনুষ্ঠিত লিখিত পরীক্ষায় উত্তীর্ণ প্রার্থীদের ব্যবহারিক/মৌখিক পরীক্ষা নিম্নবর্ণিত সূচি অনুযায়ী অনুষ্ঠিত হবে। [61, 1743, 945, 1768]
divider [1155, 568, 1537, 569]
headline[interactable]: বসুন্ধরা পেপারের [1275, 248, 1417, 273]
tender-cell: Tender Opening place, Date and Time [1186, 1528, 1307, 1580]
table-cell: ঢাকা কাস্টম হাউস, কুর্মিটোলা, ঢাকা-১২২৯। [757, 1956, 952, 1976]
tender-cell: Office Addresses of Tender Document for Selling and Receiving in two places. [1186, 1476, 1307, 1528]
tender-cell: The Tenderer Shall have at least 5 years of overall experience, minimum two arrangement at the national programme/similar working experience in any Ministry/Government office. The experiences to arrange the national programme in the presence of the Honorable Prime Minister will be given special Preference and the tenderer should have to submit up to date Trade license, Income Tax Certificate, Vat Registration Certificate & Bank Solvency Certificate. [1317, 1580, 1528, 1717]
headline[interactable]: আহলে সুন্নাতের কাউন্সিল [386, 458, 561, 522]
headline[interactable]: জাপা চেয়ারম্যান [1277, 97, 1415, 120]
table-cell: ৪ [62, 1872, 105, 1892]
tender-row [1165, 1974, 1528, 2015]
tender-cell: Director Admin, Department of Disaster Management (DDM) [1317, 1150, 1528, 1178]
tender-cell: Not applicable [1317, 1315, 1528, 1343]
tender-cell: : [1307, 1890, 1317, 1918]
headline[interactable]: সচিবালয় এলাকায় [1004, 605, 1135, 626]
divider [1155, 621, 1537, 622]
headline[interactable]: অনলাইন ফাঁদে [732, 384, 856, 408]
tender-cell: Ministry/Division [1186, 1134, 1307, 1150]
tender-cell: Invitation for Procurement [1186, 1178, 1307, 1218]
photo-caption: করপোরেট সুশাসনে দক্ষতার জন্য আইসিএমএবি জাতীয় পুরস্কার পেল প্রাইম ব্যাংক লিমিটেড। শনিবার ঢাকায় এক অনুষ্ঠানে তত্ত্বাবধায়ক সরকারের সাবেক উপদেষ্টা ও বি মিজ্জা আজিজুল ইসলামের কাছ থেকে পুরস্কারটি গ্রহণ করেন ব্যাংক কর্মকর্তারা -বিজ্ঞপ্তি [621, 313, 967, 369]
divider [341, 965, 606, 966]
tender-cell: : [1307, 1234, 1317, 1251]
article-body: (প্রথম পৃষ্ঠার পর) বিভিন্ন ব্যবসা প্রতিষ্ঠানের এক প্রতিবেদনে জানানো হয়, ফিশিংয়ের মাধ্যমে ব্যবহারকারীদের তথ্য হাতিয়ে নিচ্ছে প্রতারকরা। পরে সেই তথ্য ব্যবহার করে ব্যাংক অ্যাকাউন্ট থেকে টাকা সরিয়ে নেওয়া হচ্ছে। পুলিশের সাইবার ক্রাইম ইউনিট জানিয়েছে, সামাজিক যোগাযোগমাধ্যমে ভুয়া প্রোফাইল খুলে প্রতারণার ঘটনা বাড়ছে। এ ধরনের অপরাধে জড়িতদের গ্রেফতারে অভিযান চলছে। বিশেষজ্ঞরা বলছেন, অপরিচিত লিংকে ক্লিক না করা এবং পাসওয়ার্ড কাউকে না জানানোর মাধ্যমে এসব প্রতারণা থেকে রক্ষা পাওয়া সম্ভব। [621, 659, 967, 782]
table-cell [523, 2036, 757, 2056]
article-body: দেশে নারী নির্যাতন, শিশু নির্যাতন, খুন, গুম, দুর্নীতি, ধর্ষণ, ইভটিজিং, চাঁদাবাজি ও সন্ত্রাসসহ নানা সামাজিক অবক্ষয় রোধে আহলে সুন্নাত ওয়াল জামাতের ভূমিকা অপরিসীম। গতকাল রাজধানীতে সংগঠনটির কাউন্সিলে বক্তারা এসব কথা বলেন। কাউন্সিলে সভাপতিত্ব করেন সংগঠনের চেয়ারম্যান। সভায় নতুন কমিটি ঘোষণা করা হয়। [341, 547, 606, 639]
table-row [62, 2097, 952, 2117]
table-cell [339, 1872, 412, 1892]
table-cell: ৪৫১৯-৪৫৩৭ [277, 1832, 339, 1852]
tender-row [1165, 1150, 1528, 1178]
tender-cell: 14 [1165, 1476, 1186, 1528]
table-cell: সিপাই [109, 1956, 291, 1976]
tender-cell: Pre Tender Meeting on 05 January 2020 at 11.00 am, DDM Conference Room [1317, 1391, 1528, 1419]
article-body: (প্রথম পৃষ্ঠার পর) বসুন্ধরা পেপার মিলস লিমিটেডের বিভিন্ন পণ্যের দাম নির্ধারণ নিয়ে সভা অনুষ্ঠিত হয়। সভায় কোম্পানির পরিচালনা পর্ষদের সদস্যরা উপস্থিত ছিলেন। কোম্পানির উৎপাদিত টিস্যু পেপার ও অন্যান্য পণ্য দেশের বাজারে ব্যাপক জনপ্রিয়। বিদেশেও রপ্তানি হচ্ছে এসব পণ্য। কোম্পানির কর্মকর্তারা বলেন, গুণগত মান বজায় রেখে ভোক্তাদের সেবা দিয়ে যাবে প্রতিষ্ঠানটি। শেয়ারহোল্ডারদের জন্য লভ্যাংশ ঘোষণা করা হয়েছে। [1155, 274, 1537, 366]
headline[interactable]: বর্ণিল বড় দিন [1011, 1284, 1128, 1308]
tender-cell: : [1307, 1946, 1317, 1974]
article-body: (প্রথম পৃষ্ঠার পর) নির্মাণ কাজ। এই মেগা প্রকল্পের ভিত্তিপ্রস্তর স্থাপন অনুষ্ঠানকে কেন্দ্র করে বিমানবন্দর এলাকায় নেওয়া হয়েছে ব্যাপক প্রস্তুতি। দেশের আকাশপথে যাত্রী ও পণ্য পরিবহনের চাহিদা বিবেচনায় থার্ড টার্মিনাল নির্মাণের এই উদ্যোগ নেওয়া হয়। টার্মিনালটি চালু হলে বছরে অতিরিক্ত এক কোটি ২০ লাখ যাত্রী সেবা দেওয়া সম্ভব হবে। প্রকল্পের আওতায় দুই লাখ ৩০ হাজার বর্গমিটার আয়তনের টার্মিনাল ভবন, ৬৩ হাজার বর্গমিটার আমদানি ও রপ্তানি কার্গো ভিলেজ, বহুতল গাড়ি পার্কিং, ২৬টি বোর্ডিং ব্রিজ ও নতুন ট্যাক্সিওয়ে নির্মাণ করা হবে। জাপানি সাহায্য সংস্থা জাইকার অর্থায়নে প্রকল্পটি বাস্তবায়িত হচ্ছে। এর মোট ব্যয় ধরা হয়েছে ২১ হাজার ৩৯৯ কোটি টাকা। নির্মাণ শেষে এটি হবে দেশের সবচেয়ে আধুনিক টার্মিনাল। [32, 783, 326, 968]
table-header-cell: পরীক্ষা কেন্দ্রের নাম ও ঠিকানা [630, 1792, 951, 1812]
tender-row [1165, 1375, 1528, 1391]
logo-text: বাংলাদেশ প্রতিদিন [47, 33, 284, 70]
table-cell: মৌখিক পরীক্ষা [371, 1956, 523, 1976]
